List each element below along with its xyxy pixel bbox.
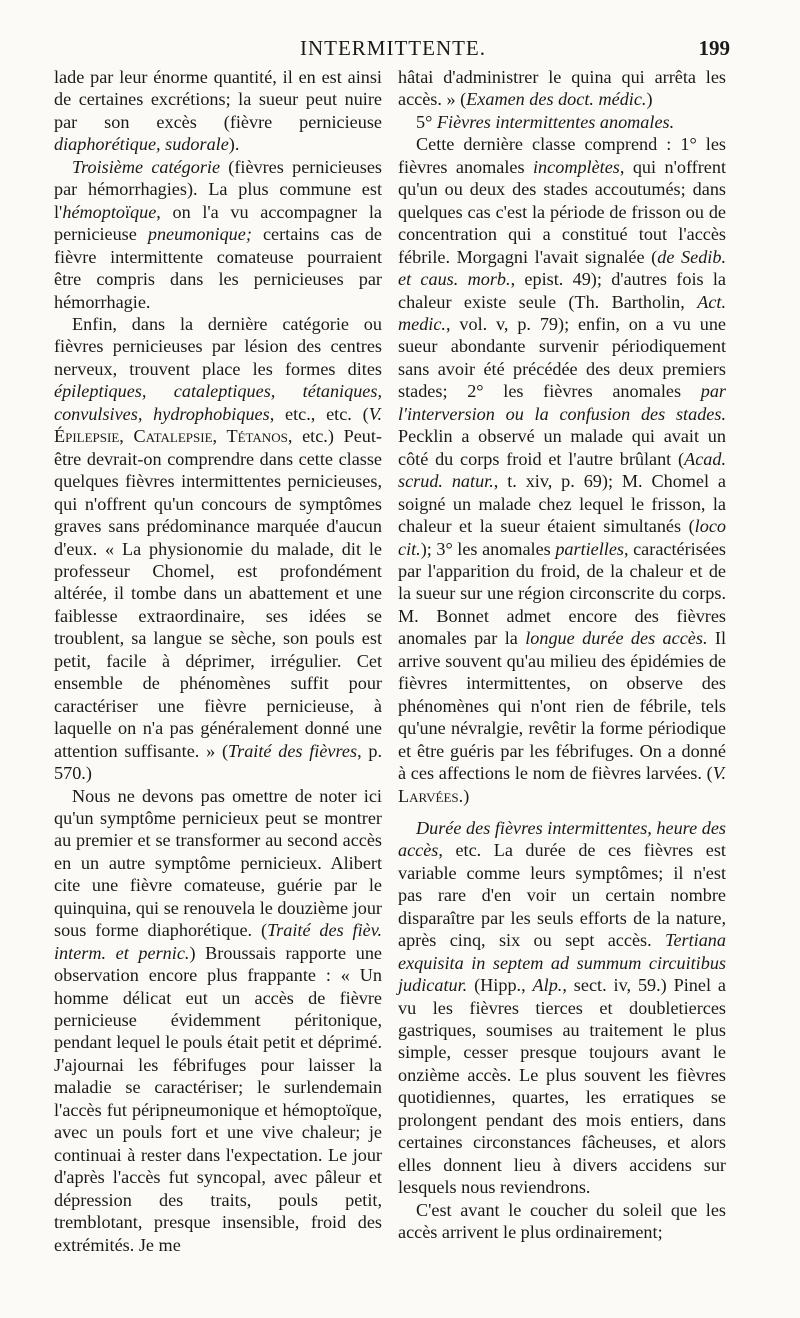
page-header	[56, 30, 730, 64]
paragraph: Troisième catégorie (fièvres pernicieuses par hémorrhagies). La plus commune est l'hémoptoïque, on l'a vu accompagner la pernicieuse pneumonique; certains cas de fièvre intermittente comateuse pourraient être compris dans les pernicieuses par hémorrhagie.	[54, 156, 382, 312]
paragraph: Nous ne devons pas omettre de noter ici qu'un symptôme pernicieux peut se montrer au premier et se transformer au second accès en un autre symptôme pernicieux. Alibert cite une fièvre comateuse, guérie par le quinquina, qui se renouvela le douzième jour sous forme diaphorétique. (Traité des fièv. interm. et pernic.) Broussais rapporte une observation encore plus frappante : « Un homme délicat eut un accès de fièvre pernicieuse évidemment péritonique, pendant lequel le pouls était petit et déprimé. J'ajournai les fébrifuges pour laisser la maladie se caractériser; le surlendemain l'accès fut péripneumonique et hémoptoïque, avec un pouls fort et une vive chaleur; je continuai à rester dans l'expectation. Le jour d'après l'accès fut syncopal, avec pâleur et dépression des traits, pouls petit, tremblotant, presque insensible, froid des extrémités. Je me	[54, 785, 383, 1255]
paragraph: C'est avant le coucher du soleil que les accès arrivent le plus ordinairement;	[398, 1199, 726, 1243]
section-heading: 5° Fièvres intermittentes anomales.	[416, 111, 675, 132]
page-number: 199	[698, 36, 730, 60]
running-head: INTERMITTENTE.	[299, 36, 487, 60]
paragraph: hâtai d'administrer le quina qui arrêta les accès. » (Examen des doct. médic.)	[398, 67, 726, 110]
paragraph: Enfin, dans la dernière catégorie ou fièvres pernicieuses par lésion des centres nerveux, trouvent place les formes dites épileptiques, cataleptiques, tétaniques, convulsives, hydrophobiques, etc., etc. (V. Épilepsie, Catalepsie, Tétanos, etc.) Peut-être devrait-on comprendre dans cette classe quelques fièvres intermittentes pernicieuses, qui n'offrent qu'un concours de symptômes graves sans prédominance marquée d'aucun d'eux. « La physionomie du malade, dit le professeur Chomel, est profondément altérée, il tombe dans un abattement et une faiblesse extraordinaire, ses idées se troublent, sa langue se sèche, son pouls est petit, facile à déprimer, irrégulier. Cet ensemble de phénomènes suffit pour caractériser une fièvre pernicieuse, à laquelle on n'a pas généralement donné une attention suffisante. » (Traité des fièvres, p. 570.)	[54, 313, 383, 784]
left-column	[54, 66, 382, 1256]
paragraph: Durée des fièvres intermittentes, heure des accès, etc. La durée de ces fièvres est variable comme leurs symptômes; il n'est pas rare d'en voir un certain nombre disparaître par les seuls efforts de la nature, après cinq, six ou sept accès. Tertiana exquisita in septem ad summum circuitibus judicatur. (Hipp., Alp., sect. iv, 59.) Pinel a vu les fièvres tierces et doubletierces gastriques, soumises au traitement le plus simple, cesser presque toujours avant le onzième accès. Le plus souvent les fièvres quotidiennes, quartes, les erratiques se prolongent pendant des mois entiers, dans certaines circonstances fâcheuses, et alors elles donnent lieu à divers accidens sur lesquels nous reviendrons.	[398, 817, 726, 1198]
paragraph: Cette dernière classe comprend : 1° les fièvres anomales incomplètes, qui n'offrent qu'un ou deux des stades accoutumés; dans quelques cas c'est la période de frisson ou de concentration qui a constitué tout l'accès fébrile. Morgagni l'avait signalée (de Sedib. et caus. morb., epist. 49); d'autres fois la chaleur existe seule (Th. Bartholin, Act. medic., vol. v, p. 79); enfin, on a vu une sueur abondante survenir périodiquement sans avoir été précédée des deux premiers stades; 2° les fièvres anomales par l'interversion ou la confusion des stades. Pecklin a observé un malade qui avait un côté du corps froid et l'autre brûlant (Acad. scrud. natur., t. xiv, p. 69); M. Chomel a soigné un malade chez lequel le frisson, la chaleur et la sueur étaient simultanés (loco cit.); 3° les anomales partielles, caractérisées par l'apparition du froid, de la chaleur et de la sueur sur une région circonscrite du corps. M. Bonnet admet encore des fièvres anomales par la longue durée des accès. Il arrive souvent qu'au milieu des épidémies de fièvres intermittentes, on observe des phénomènes qui n'ont rien de fébrile, tels qu'une névralgie, revêtir la forme périodique et être guéris par les fébrifuges. On a donné à ces affections le nom de fièvres larvées. (V. Larvées.)	[398, 134, 727, 806]
right-column	[398, 66, 726, 1244]
paragraph: lade par leur énorme quantité, il en est ainsi de certaines excrétions; la sueur peut nuire par son excès (fièvre pernicieuse diaphorétique, sudorale).	[54, 67, 382, 155]
